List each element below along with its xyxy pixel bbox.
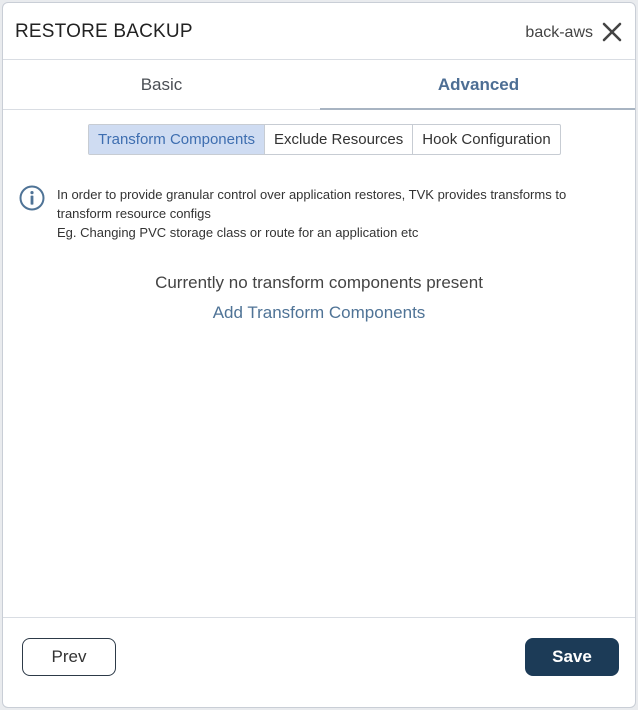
prev-button[interactable]: Prev <box>22 638 116 676</box>
dialog-title: RESTORE BACKUP <box>15 21 193 42</box>
tab-basic[interactable]: Basic <box>140 75 183 94</box>
info-line-2: Eg. Changing PVC storage class or route for an application etc <box>57 225 419 240</box>
info-text <box>57 185 617 242</box>
subtab-hook-configuration[interactable]: Hook Configuration <box>422 131 551 148</box>
backup-name: back-aws <box>525 24 593 41</box>
subtab-exclude-resources[interactable]: Exclude Resources <box>265 125 413 154</box>
subtab-transform-components[interactable]: Transform Components <box>89 125 265 154</box>
info-line-1: In order to provide granular control over application restores, TVK provides transforms to transform resource configs <box>57 187 567 221</box>
restore-backup-dialog <box>2 2 636 708</box>
empty-state-message: Currently no transform components present <box>155 273 483 292</box>
close-icon[interactable] <box>601 21 623 43</box>
advanced-subtabs <box>88 124 561 155</box>
add-transform-components-link[interactable]: Add Transform Components <box>212 303 426 322</box>
tab-advanced[interactable]: Advanced <box>320 60 636 110</box>
dialog-footer <box>3 617 635 708</box>
save-button[interactable]: Save <box>525 638 619 676</box>
dialog-header <box>3 3 635 60</box>
main-tabs <box>3 60 635 110</box>
info-icon <box>19 185 45 211</box>
